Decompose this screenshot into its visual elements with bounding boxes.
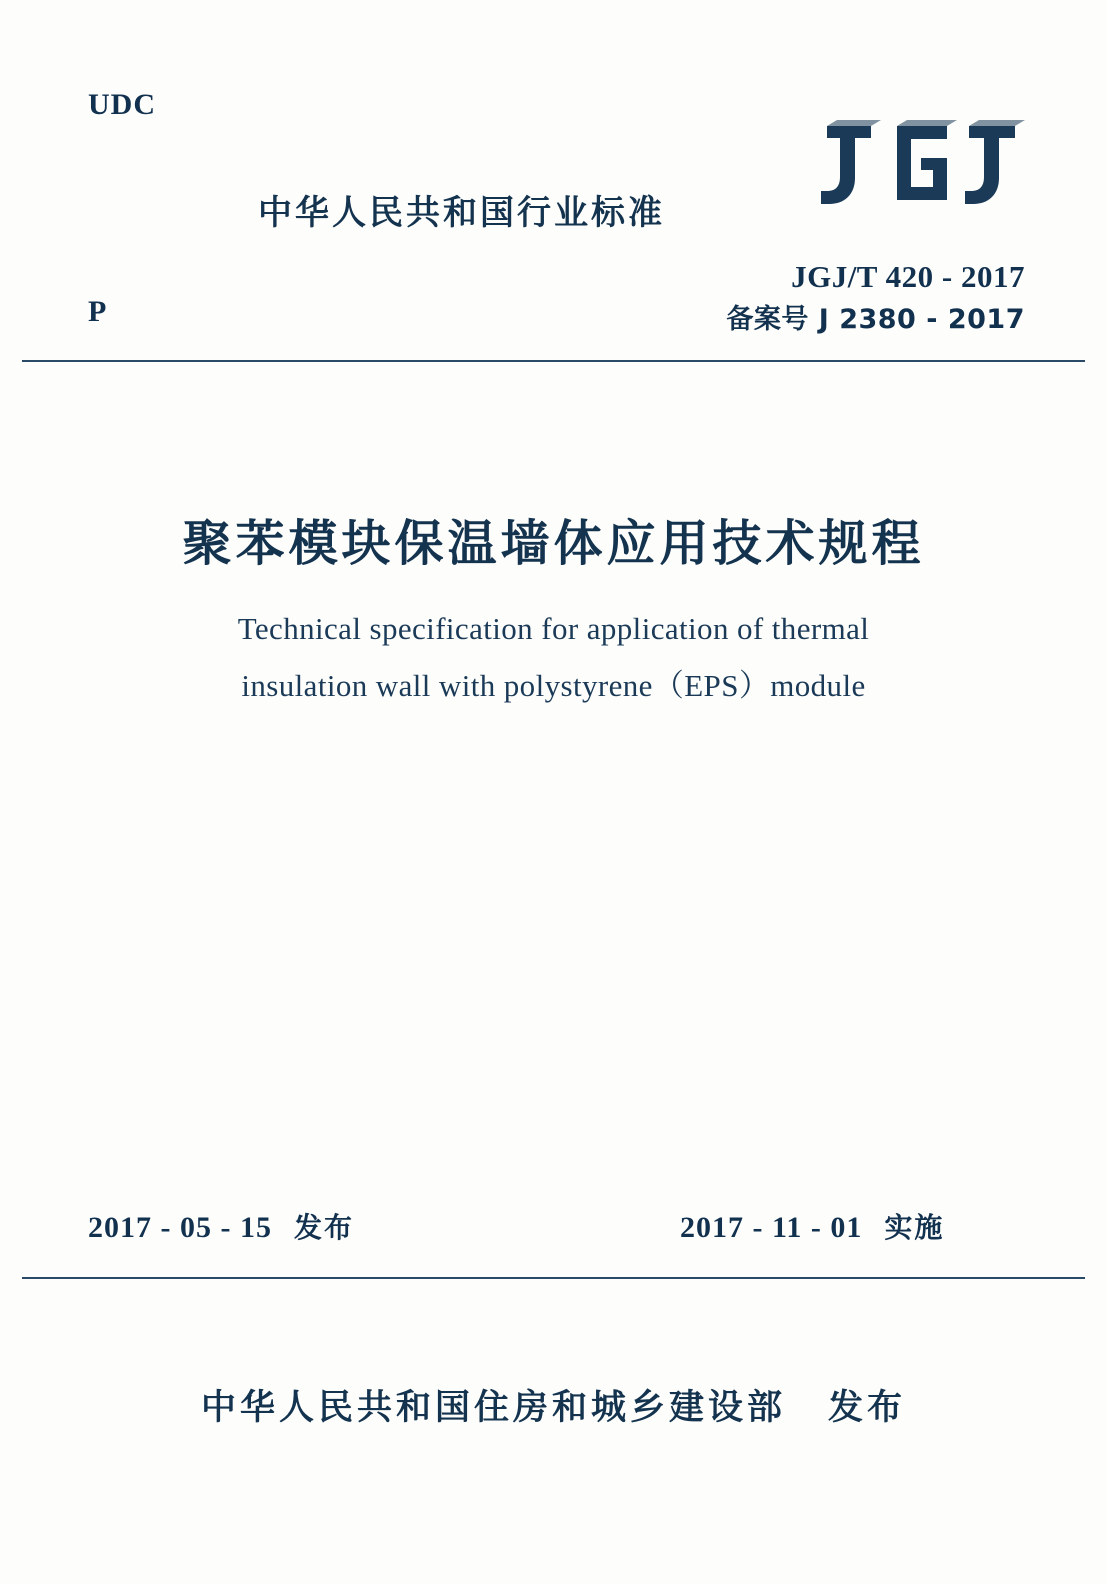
effective-date-block xyxy=(680,1206,944,1246)
issue-date: 2017 - 05 - 15 xyxy=(88,1211,272,1244)
document-title-english xyxy=(0,600,1107,715)
publisher-name: 中华人民共和国住房和城乡建设部 xyxy=(200,1388,786,1428)
classification-letter-p: P xyxy=(88,295,107,328)
document-title-english-line2: insulation wall with polystyrene（EPS）module xyxy=(241,668,866,704)
udc-label: UDC xyxy=(88,88,156,121)
issue-date-label: 发布 xyxy=(293,1211,354,1244)
divider-bottom xyxy=(22,1277,1085,1279)
effective-date-label: 实施 xyxy=(884,1211,945,1244)
standard-number: JGJ/T 420 - 2017 xyxy=(791,259,1025,294)
document-title-chinese: 聚苯模块保温墙体应用技术规程 xyxy=(182,515,925,572)
document-title-english-line1: Technical specification for application of thermal xyxy=(237,611,870,646)
publisher-verb: 发布 xyxy=(828,1388,907,1428)
issue-date-block xyxy=(88,1206,354,1246)
standard-number-block xyxy=(726,255,1025,339)
divider-top xyxy=(22,360,1085,362)
publisher-block xyxy=(0,1380,1107,1430)
record-number: 备案号 J 2380 - 2017 xyxy=(726,303,1025,335)
national-industry-standard-label: 中华人民共和国行业标准 xyxy=(258,193,665,233)
jgj-logo-icon xyxy=(819,120,1029,210)
effective-date: 2017 - 11 - 01 xyxy=(680,1211,863,1244)
